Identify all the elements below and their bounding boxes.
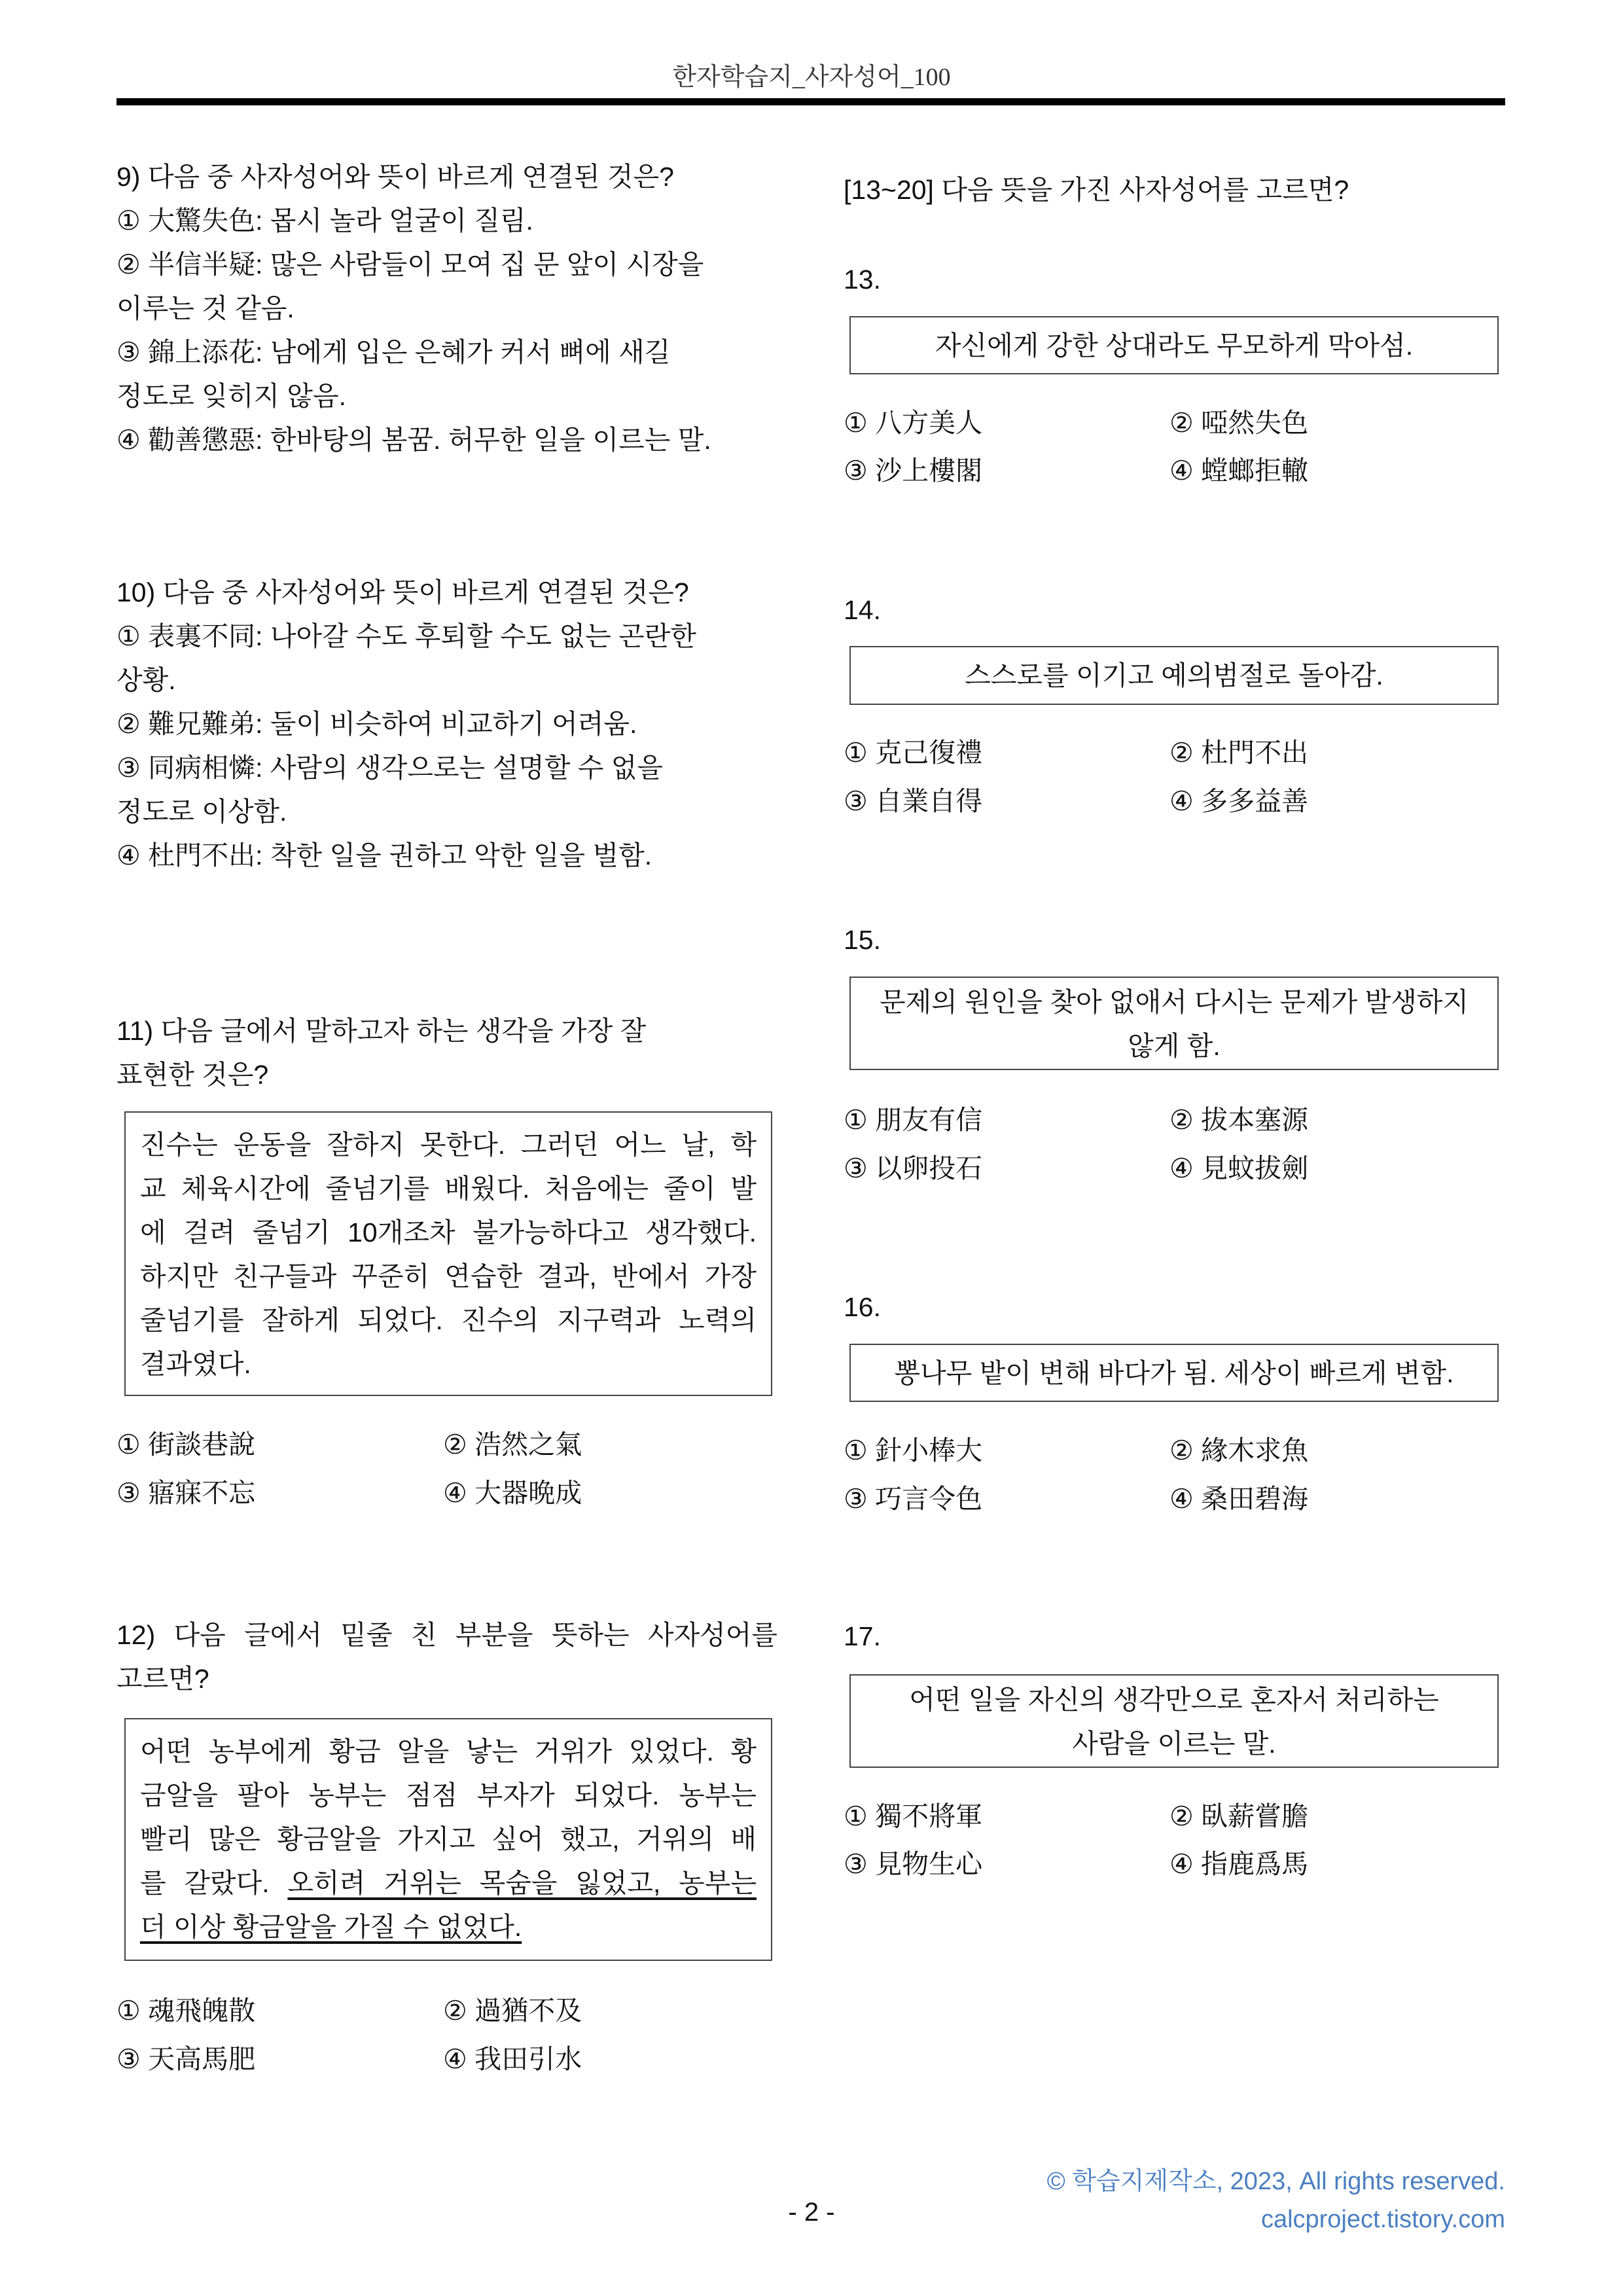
passage-line: 교 체육시간에 줄넘기를 배웠다. 처음에는 줄이 발	[140, 1174, 757, 1204]
passage-line: 빨리 많은 황금알을 가지고 싶어 했고, 거위의 배	[140, 1824, 757, 1854]
meaning-text: 않게 함.	[1128, 1031, 1221, 1061]
meaning-box	[849, 977, 1499, 1070]
answer-option: ③ 沙上樓閣	[844, 456, 983, 486]
meaning-text: 어떤 일을 자신의 생각만으로 혼자서 처리하는	[909, 1685, 1439, 1715]
answer-option-line: ③ 同病相憐: 사람의 생각으로는 설명할 수 없을	[116, 753, 663, 783]
answer-option: ③ 見物生心	[844, 1849, 983, 1879]
answer-option-line: ③ 錦上添花: 남에게 입은 은혜가 커서 뼈에 새길	[116, 337, 671, 367]
answer-option: ② 臥薪嘗膽	[1169, 1801, 1309, 1831]
answer-option: ④ 見蚊拔劍	[1169, 1153, 1309, 1183]
question-number: 15.	[844, 925, 881, 955]
answer-option: ② 緣木求魚	[1169, 1435, 1309, 1465]
answer-option: ① 獨不將軍	[844, 1801, 983, 1831]
question-number: 16.	[844, 1292, 881, 1322]
meaning-text: 문제의 원인을 찾아 없애서 다시는 문제가 발생하지	[879, 987, 1469, 1017]
question-number: 14.	[844, 595, 881, 625]
passage-line-with-underline	[140, 1861, 757, 1905]
meaning-box	[849, 646, 1499, 705]
question-title-q10: 10) 다음 중 사자성어와 뜻이 바르게 연결된 것은?	[116, 577, 689, 607]
passage-line: 진수는 운동을 잘하지 못한다. 그러던 어느 날, 학	[140, 1130, 757, 1160]
answer-option-line: 이루는 것 같음.	[116, 293, 294, 323]
passage-box-q11	[124, 1111, 772, 1396]
answer-option: ② 拔本塞源	[1169, 1105, 1309, 1135]
answer-option: ① 街談巷說	[116, 1429, 256, 1460]
underlined-passage-text: 더 이상 황금알을 가질 수 없었다.	[140, 1912, 522, 1942]
meaning-text: 뽕나무 밭이 변해 바다가 됨. 세상이 빠르게 변함.	[894, 1358, 1454, 1388]
answer-option: ① 朋友有信	[844, 1105, 983, 1135]
question-title-q11-cont: 표현한 것은?	[116, 1060, 269, 1090]
answer-option: ② 啞然失色	[1169, 408, 1309, 438]
section-title: [13~20] 다음 뜻을 가진 사자성어를 고르면?	[844, 175, 1349, 205]
document-header-title: 한자학습지_사자성어_100	[672, 63, 951, 91]
answer-option-line: ④ 杜門不出: 착한 일을 권하고 악한 일을 벌함.	[116, 840, 652, 870]
answer-option: ② 過猶不及	[443, 1996, 582, 2026]
answer-option-line: ② 難兄難弟: 둘이 비슷하여 비교하기 어려움.	[116, 709, 637, 739]
question-title-q11: 11) 다음 글에서 말하고자 하는 생각을 가장 잘	[116, 1016, 647, 1046]
passage-line: 에 걸려 줄넘기 10개조차 불가능하다고 생각했다.	[140, 1217, 757, 1247]
answer-option: ④ 螳螂拒轍	[1169, 456, 1309, 486]
underlined-passage-text: 오히려 거위는 목숨을 잃었고, 농부는	[287, 1868, 757, 1898]
question-title-q12: 12) 다음 글에서 밑줄 친 부분을 뜻하는 사자성어를	[116, 1620, 777, 1650]
answer-option: ④ 多多益善	[1169, 786, 1309, 816]
passage-line: 결과였다.	[140, 1349, 251, 1379]
answer-option: ③ 自業自得	[844, 786, 983, 816]
passage-box-q12	[124, 1718, 772, 1961]
answer-option: ④ 指鹿爲馬	[1169, 1849, 1309, 1879]
answer-option: ④ 大器晩成	[443, 1478, 582, 1508]
meaning-text: 사람을 이르는 말.	[1072, 1729, 1276, 1759]
answer-option: ③ 天高馬肥	[116, 2044, 256, 2074]
question-title-q9: 9) 다음 중 사자성어와 뜻이 바르게 연결된 것은?	[116, 162, 674, 192]
answer-option: ③ 巧言令色	[844, 1484, 983, 1514]
website-link[interactable]: calcproject.tistory.com	[1260, 2206, 1505, 2233]
answer-option-line: ② 半信半疑: 많은 사람들이 모여 집 문 앞이 시장을	[116, 249, 704, 279]
passage-line: 하지만 친구들과 꾸준히 연습한 결과, 반에서 가장	[140, 1261, 757, 1291]
answer-option: ② 杜門不出	[1169, 738, 1309, 768]
question-number: 13.	[844, 264, 881, 295]
passage-text: 를 갈랐다.	[140, 1868, 288, 1898]
header-divider	[116, 98, 1505, 105]
answer-option: ④ 桑田碧海	[1169, 1484, 1309, 1514]
answer-option: ① 八方美人	[844, 408, 983, 438]
passage-line: 금알을 팔아 농부는 점점 부자가 되었다. 농부는	[140, 1780, 757, 1810]
answer-option-line: ④ 勸善懲惡: 한바탕의 봄꿈. 허무한 일을 이르는 말.	[116, 425, 711, 455]
question-number: 17.	[844, 1621, 881, 1651]
copyright-notice: © 학습지제작소, 2023, All rights reserved.	[1046, 2168, 1505, 2195]
meaning-text: 자신에게 강한 상대라도 무모하게 막아섬.	[935, 331, 1414, 361]
meaning-box	[849, 316, 1499, 374]
question-title-q12-cont: 고르면?	[116, 1664, 209, 1694]
answer-option: ② 浩然之氣	[443, 1429, 582, 1460]
answer-option-line: 정도로 이상함.	[116, 797, 287, 827]
answer-option-line: ① 表裏不同: 나아갈 수도 후퇴할 수도 없는 곤란한	[116, 621, 696, 651]
page-number: - 2 -	[788, 2198, 835, 2227]
answer-option: ① 克己復禮	[844, 738, 983, 768]
answer-option: ③ 寤寐不忘	[116, 1478, 256, 1508]
meaning-text: 스스로를 이기고 예의범절로 돌아감.	[965, 660, 1383, 691]
meaning-box	[849, 1344, 1499, 1402]
passage-line: 줄넘기를 잘하게 되었다. 진수의 지구력과 노력의	[140, 1305, 757, 1335]
answer-option: ① 魂飛魄散	[116, 1996, 256, 2026]
answer-option-line: 상황.	[116, 665, 176, 695]
answer-option-line: ① 大驚失色: 몹시 놀라 얼굴이 질림.	[116, 206, 533, 236]
answer-option: ① 針小棒大	[844, 1435, 983, 1465]
answer-option-line: 정도로 잊히지 않음.	[116, 381, 347, 411]
meaning-box	[849, 1674, 1499, 1768]
answer-option: ③ 以卵投石	[844, 1153, 983, 1183]
passage-line: 어떤 농부에게 황금 알을 낳는 거위가 있었다. 황	[140, 1736, 757, 1767]
answer-option: ④ 我田引水	[443, 2044, 582, 2074]
